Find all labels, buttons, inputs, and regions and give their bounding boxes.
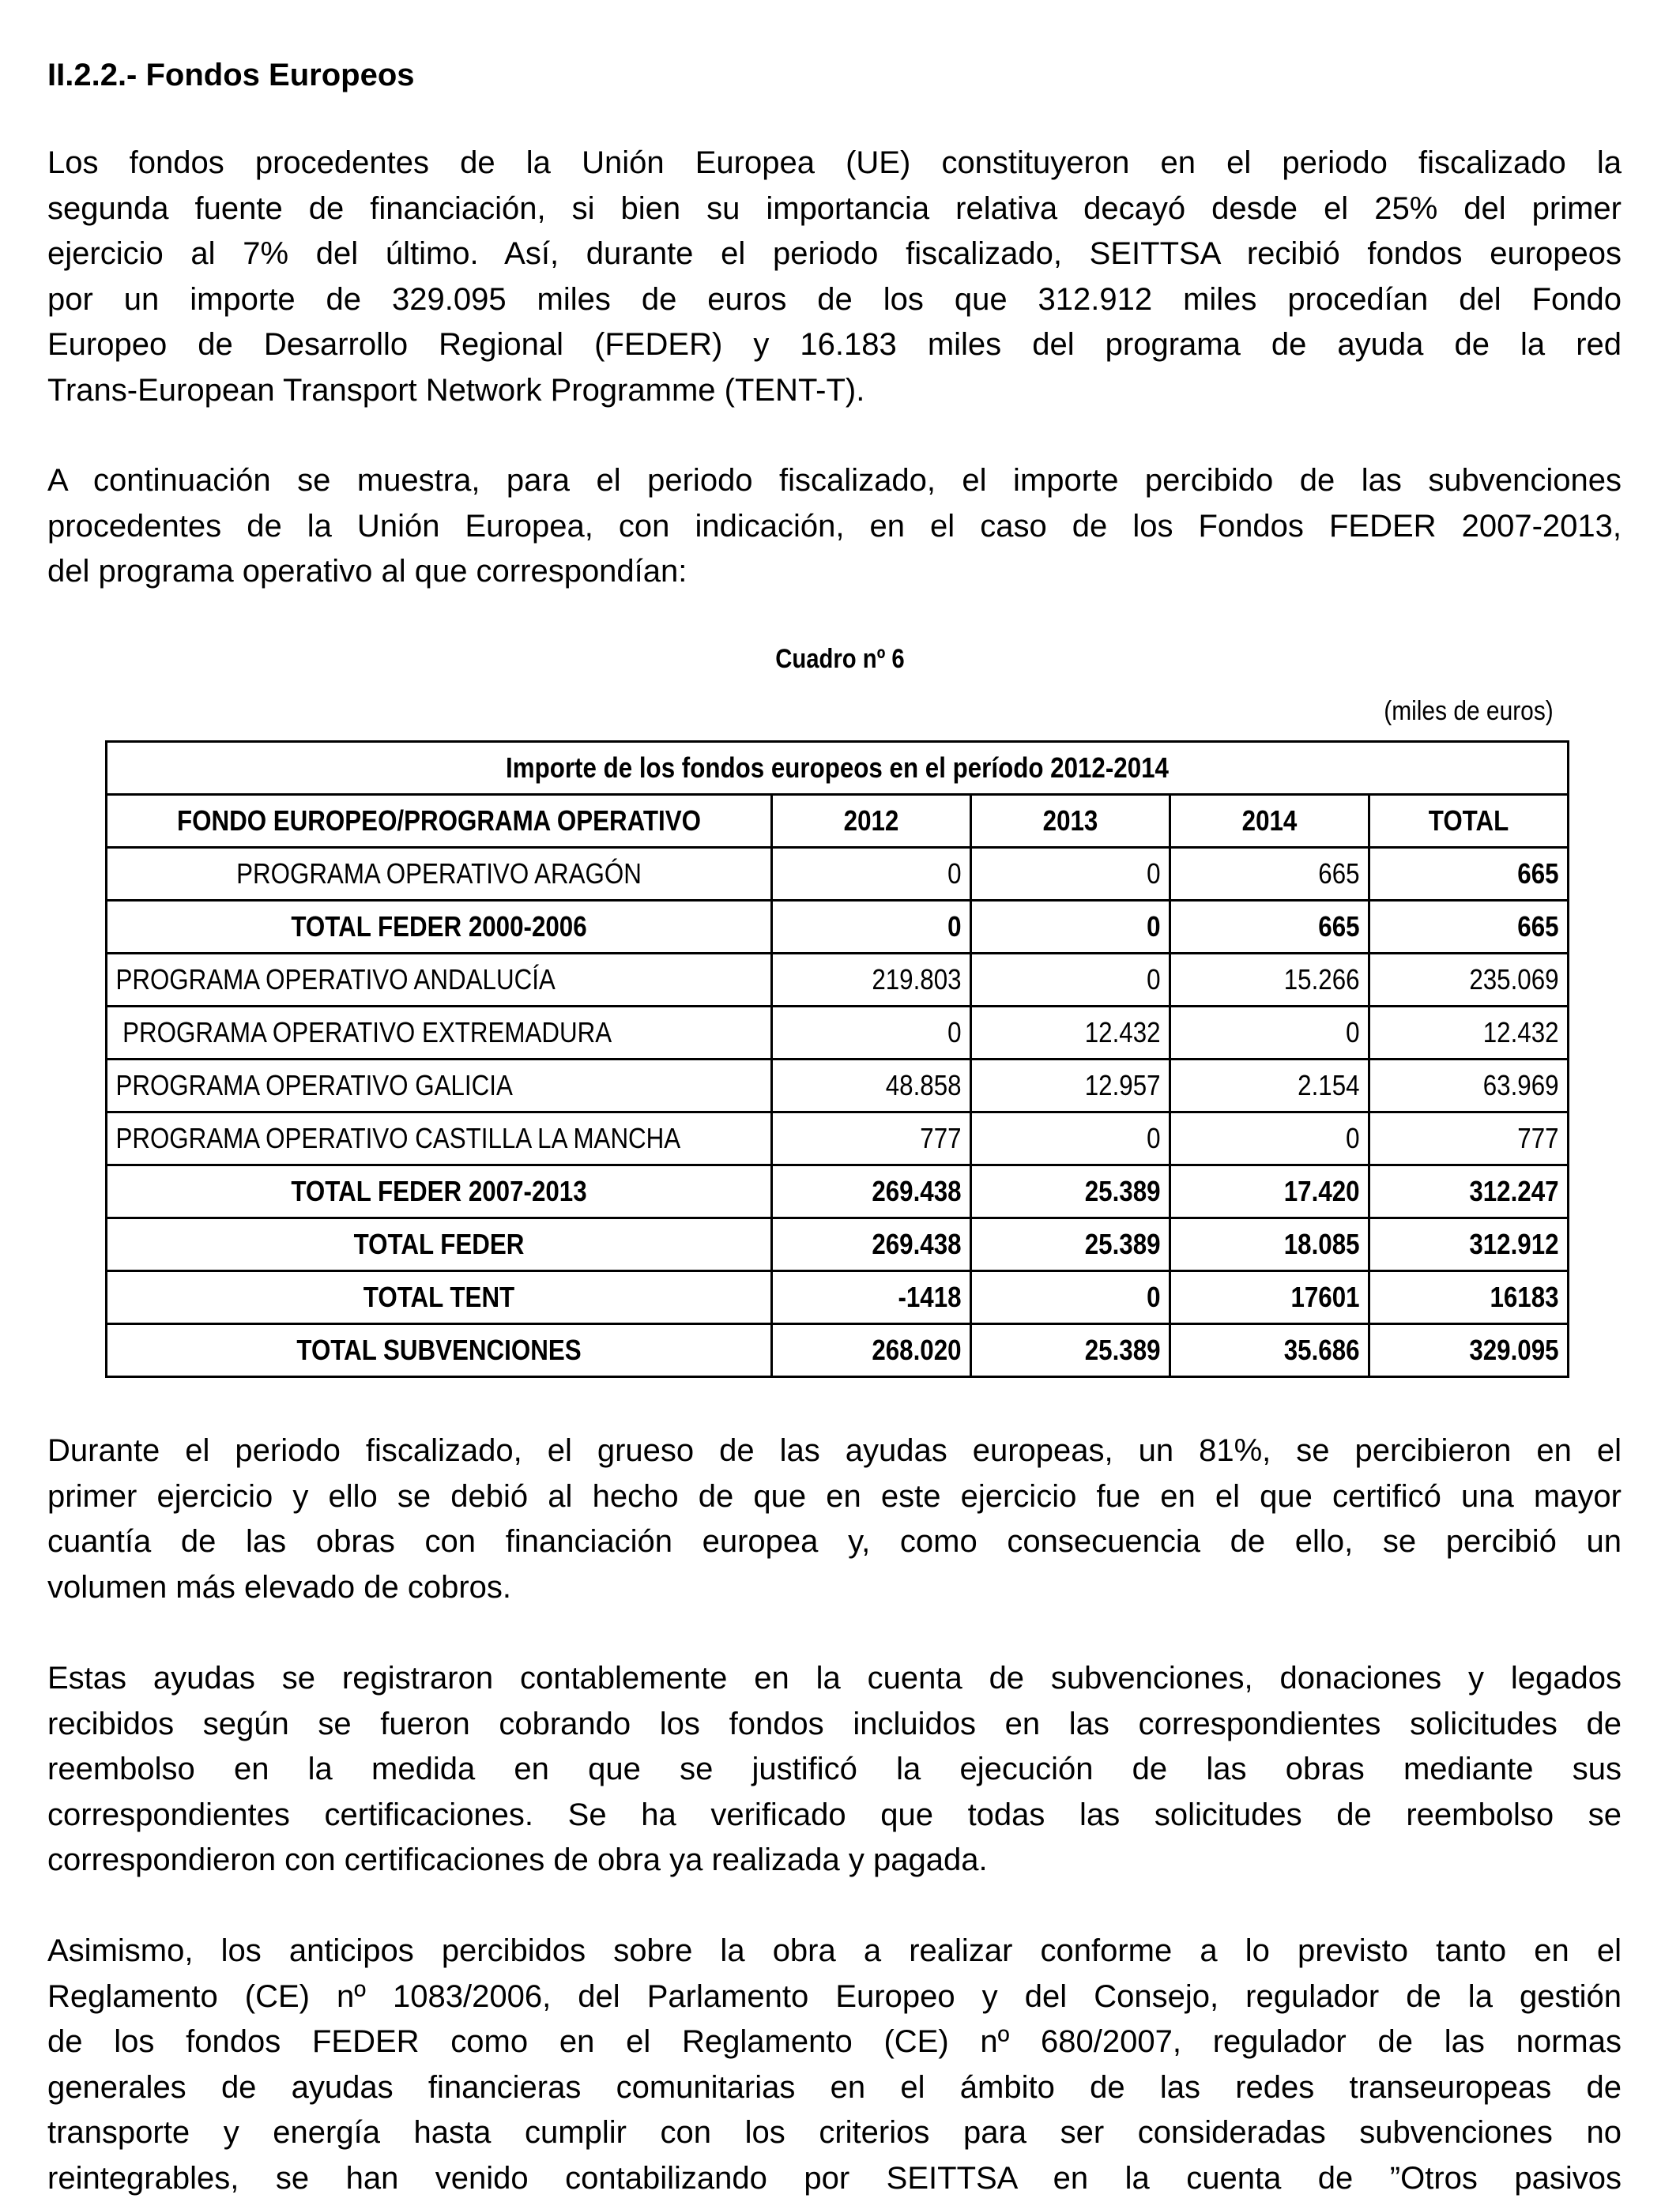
value-2013: 25.389 — [971, 1218, 1170, 1271]
table-row — [107, 1060, 1569, 1112]
column-header: TOTAL — [1369, 795, 1569, 848]
paragraph-line: recibidos según se fueron cobrando los fondos incluidos en las correspondientes solicitudes de — [47, 1706, 1622, 1741]
value-2012: -1418 — [772, 1271, 971, 1324]
value-total: 777 — [1369, 1112, 1569, 1165]
table-row — [107, 1112, 1569, 1165]
value-total: 16183 — [1369, 1271, 1569, 1324]
row-label: TOTAL FEDER 2007-2013 — [107, 1165, 772, 1218]
paragraph-3 — [47, 1428, 1622, 1610]
table-caption: Cuadro nº 6 — [775, 644, 905, 674]
row-label: PROGRAMA OPERATIVO EXTREMADURA — [107, 1007, 772, 1060]
paragraph-line: Los fondos procedentes de la Unión Europea (UE) constituyeron en el periodo fiscalizado la — [47, 145, 1622, 180]
value-2013: 0 — [971, 848, 1170, 901]
value-2014: 17.420 — [1170, 1165, 1369, 1218]
paragraph-line: de los fondos FEDER como en el Reglamento (CE) nº 680/2007, regulador de las normas — [47, 2024, 1622, 2060]
paragraph-line: Europeo de Desarrollo Regional (FEDER) y 16.183 miles del programa de ayuda de la red — [47, 327, 1622, 363]
table-row — [107, 1271, 1569, 1324]
value-2013: 0 — [971, 1271, 1170, 1324]
paragraph-line: segunda fuente de financiación, si bien su importancia relativa decayó desde el 25% del primer — [47, 190, 1622, 226]
value-total: 12.432 — [1369, 1007, 1569, 1060]
value-2014: 0 — [1170, 1007, 1369, 1060]
paragraph-line: del programa operativo al que correspondían: — [47, 554, 687, 589]
paragraph-line: generales de ayudas financieras comunitarias en el ámbito de las redes transeuropeas de — [47, 2069, 1622, 2105]
value-2013: 12.957 — [971, 1060, 1170, 1112]
value-2012: 219.803 — [772, 954, 971, 1007]
value-2014: 2.154 — [1170, 1060, 1369, 1112]
table-row — [107, 848, 1569, 901]
value-2012: 268.020 — [772, 1324, 971, 1377]
value-2012: 0 — [772, 848, 971, 901]
value-total: 665 — [1369, 848, 1569, 901]
row-label: PROGRAMA OPERATIVO ANDALUCÍA — [107, 954, 772, 1007]
paragraph-line: correspondientes certificaciones. Se ha verificado que todas las solicitudes de reembolso se — [47, 1797, 1622, 1832]
paragraph-line: primer ejercicio y ello se debió al hecho de que en este ejercicio fue en el que certificó una mayor — [47, 1478, 1622, 1514]
table-header-row — [107, 795, 1569, 848]
value-2012: 0 — [772, 1007, 971, 1060]
paragraph-line: volumen más elevado de cobros. — [47, 1569, 511, 1605]
paragraph-line: por un importe de 329.095 miles de euros de los que 312.912 miles procedían del Fondo — [47, 281, 1622, 317]
row-label: TOTAL FEDER — [107, 1218, 772, 1271]
paragraph-1 — [47, 141, 1622, 414]
value-2014: 665 — [1170, 901, 1369, 954]
value-2014: 17601 — [1170, 1271, 1369, 1324]
eu-funds-table — [105, 740, 1569, 1378]
value-2014: 665 — [1170, 848, 1369, 901]
table-row — [107, 901, 1569, 954]
value-total: 312.912 — [1369, 1218, 1569, 1271]
paragraph-line: Asimismo, los anticipos percibidos sobre la obra a realizar conforme a lo previsto tanto en el — [47, 1933, 1622, 1968]
column-header: 2012 — [772, 795, 971, 848]
table-title: Importe de los fondos europeos en el período 2012-2014 — [506, 751, 1169, 784]
paragraph-line: reintegrables, se han venido contabilizando por SEITTSA en la cuenta de ”Otros pasivos — [47, 2160, 1622, 2196]
value-2012: 777 — [772, 1112, 971, 1165]
row-label: TOTAL TENT — [107, 1271, 772, 1324]
paragraph-line: ejercicio al 7% del último. Así, durante el periodo fiscalizado, SEITTSA recibió fondos europeos — [47, 236, 1622, 272]
column-header: 2013 — [971, 795, 1170, 848]
value-total: 312.247 — [1369, 1165, 1569, 1218]
value-total: 63.969 — [1369, 1060, 1569, 1112]
paragraph-line: Estas ayudas se registraron contablemente en la cuenta de subvenciones, donaciones y legados — [47, 1661, 1622, 1696]
table-row — [107, 1324, 1569, 1377]
row-label: TOTAL FEDER 2000-2006 — [107, 901, 772, 954]
table-row — [107, 1007, 1569, 1060]
table-units-note: (miles de euros) — [1384, 696, 1554, 726]
value-2013: 0 — [971, 1112, 1170, 1165]
value-2014: 15.266 — [1170, 954, 1369, 1007]
paragraph-line: Reglamento (CE) nº 1083/2006, del Parlamento Europeo y del Consejo, regulador de la gestión — [47, 1978, 1622, 2014]
value-2013: 12.432 — [971, 1007, 1170, 1060]
section-heading: II.2.2.- Fondos Europeos — [47, 58, 415, 92]
value-2013: 0 — [971, 901, 1170, 954]
column-header: 2014 — [1170, 795, 1369, 848]
value-total: 235.069 — [1369, 954, 1569, 1007]
paragraph-line: cuantía de las obras con financiación europea y, como consecuencia de ello, se percibió un — [47, 1524, 1622, 1560]
value-2014: 0 — [1170, 1112, 1369, 1165]
paragraph-2 — [47, 458, 1622, 595]
table-row — [107, 1165, 1569, 1218]
paragraph-line: transporte y energía hasta cumplir con los criterios para ser consideradas subvenciones no — [47, 2115, 1622, 2151]
table-title-cell — [107, 742, 1569, 795]
paragraph-5 — [47, 1929, 1622, 2202]
paragraph-line: correspondieron con certificaciones de obra ya realizada y pagada. — [47, 1843, 988, 1878]
row-label: PROGRAMA OPERATIVO ARAGÓN — [107, 848, 772, 901]
row-label: PROGRAMA OPERATIVO GALICIA — [107, 1060, 772, 1112]
value-total: 329.095 — [1369, 1324, 1569, 1377]
value-2013: 0 — [971, 954, 1170, 1007]
paragraph-line: Durante el periodo fiscalizado, el grueso de las ayudas europeas, un 81%, se percibieron en el — [47, 1433, 1622, 1468]
value-2012: 269.438 — [772, 1218, 971, 1271]
paragraph-line: procedentes de la Unión Europea, con indicación, en el caso de los Fondos FEDER 2007-2013, — [47, 508, 1622, 544]
paragraph-line: reembolso en la medida en que se justificó la ejecución de las obras mediante sus — [47, 1752, 1622, 1787]
value-2012: 269.438 — [772, 1165, 971, 1218]
column-header: FONDO EUROPEO/PROGRAMA OPERATIVO — [107, 795, 772, 848]
row-label: TOTAL SUBVENCIONES — [107, 1324, 772, 1377]
paragraph-line: Trans-European Transport Network Programme (TENT-T). — [47, 372, 865, 408]
value-total: 665 — [1369, 901, 1569, 954]
value-2012: 0 — [772, 901, 971, 954]
table-row — [107, 1218, 1569, 1271]
value-2012: 48.858 — [772, 1060, 971, 1112]
value-2013: 25.389 — [971, 1324, 1170, 1377]
paragraph-4 — [47, 1656, 1622, 1884]
table-row — [107, 954, 1569, 1007]
value-2013: 25.389 — [971, 1165, 1170, 1218]
value-2014: 18.085 — [1170, 1218, 1369, 1271]
value-2014: 35.686 — [1170, 1324, 1369, 1377]
table-title-row — [107, 742, 1569, 795]
row-label: PROGRAMA OPERATIVO CASTILLA LA MANCHA — [107, 1112, 772, 1165]
paragraph-line: A continuación se muestra, para el periodo fiscalizado, el importe percibido de las subvenciones — [47, 463, 1622, 498]
